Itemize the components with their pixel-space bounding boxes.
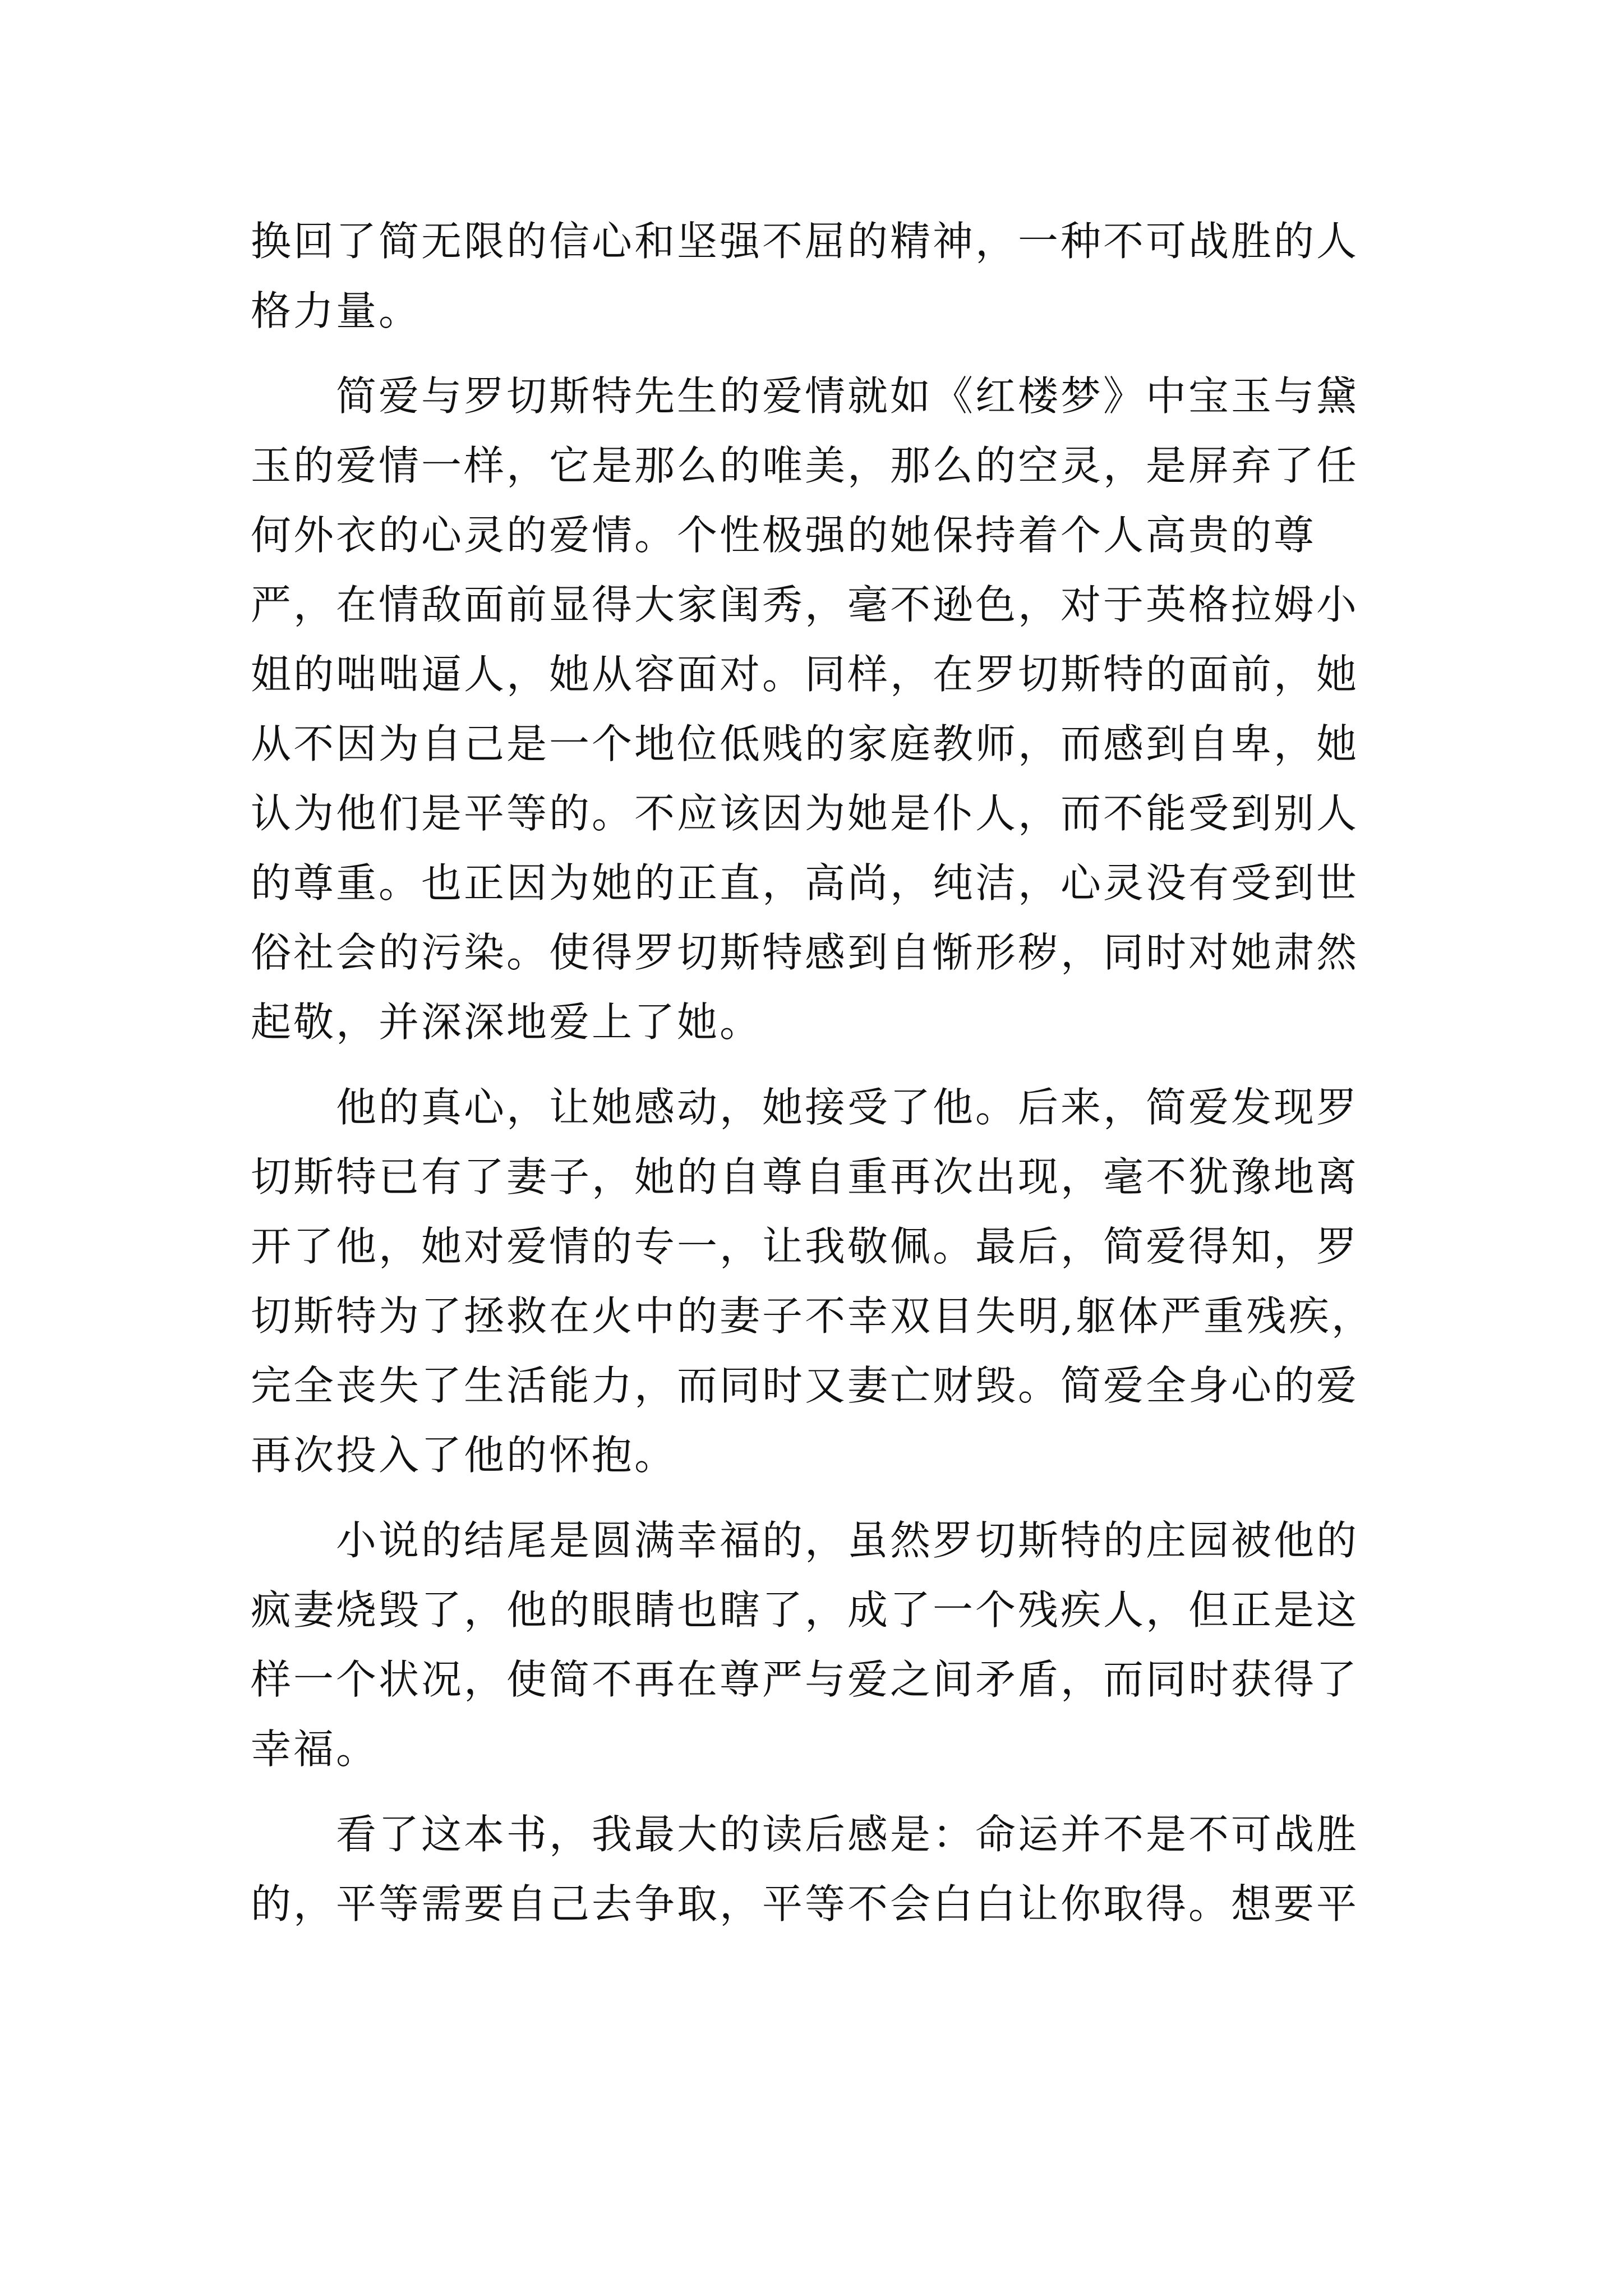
paragraph-return: 他的真心，让她感动，她接受了他。后来，简爱发现罗切斯特已有了妻子，她的自尊自重再次出现，毫不犹豫地离开了他，她对爱情的专一，让我敬佩。最后，简爱得知，罗切斯特为了拯救在火中的妻子不幸双目失明,躯体严重残疾，完全丧失了生活能力，而同时又妻亡财毁。简爱全身心的爱再次投入了他的怀抱。 (251, 1084, 1374, 1479)
paragraph-reflection: 看了这本书，我最大的读后感是：命运并不是不可战胜的，平等需要自己去争取，平等不会白白让你取得。想要平 (251, 1811, 1359, 1927)
paragraph-love-story: 简爱与罗切斯特先生的爱情就如《红楼梦》中宝玉与黛玉的爱情一样，它是那么的唯美，那么的空灵，是屏弃了任何外衣的心灵的爱情。个性极强的她保持着个人高贵的尊严，在情敌面前显得大家闺秀，毫不逊色，对于英格拉姆小姐的咄咄逼人，她从容面对。同样，在罗切斯特的面前，她从不因为自己是一个地位低贱的家庭教师，而感到自卑，她认为他们是平等的。不应该因为她是仆人，而不能受到别人的尊重。也正因为她的正直，高尚，纯洁，心灵没有受到世俗社会的污染。使得罗切斯特感到自惭形秽，同时对她肃然起敬，并深深地爱上了她。 (251, 372, 1359, 1046)
paragraph-continuation: 换回了简无限的信心和坚强不屈的精神，一种不可战胜的人格力量。 (251, 218, 1359, 334)
paragraph-ending: 小说的结尾是圆满幸福的，虽然罗切斯特的庄园被他的疯妻烧毁了，他的眼睛也瞎了，成了一个残疾人，但正是这样一个状况，使简不再在尊严与爱之间矛盾，而同时获得了幸福。 (251, 1517, 1359, 1773)
body-text (251, 206, 1384, 1939)
